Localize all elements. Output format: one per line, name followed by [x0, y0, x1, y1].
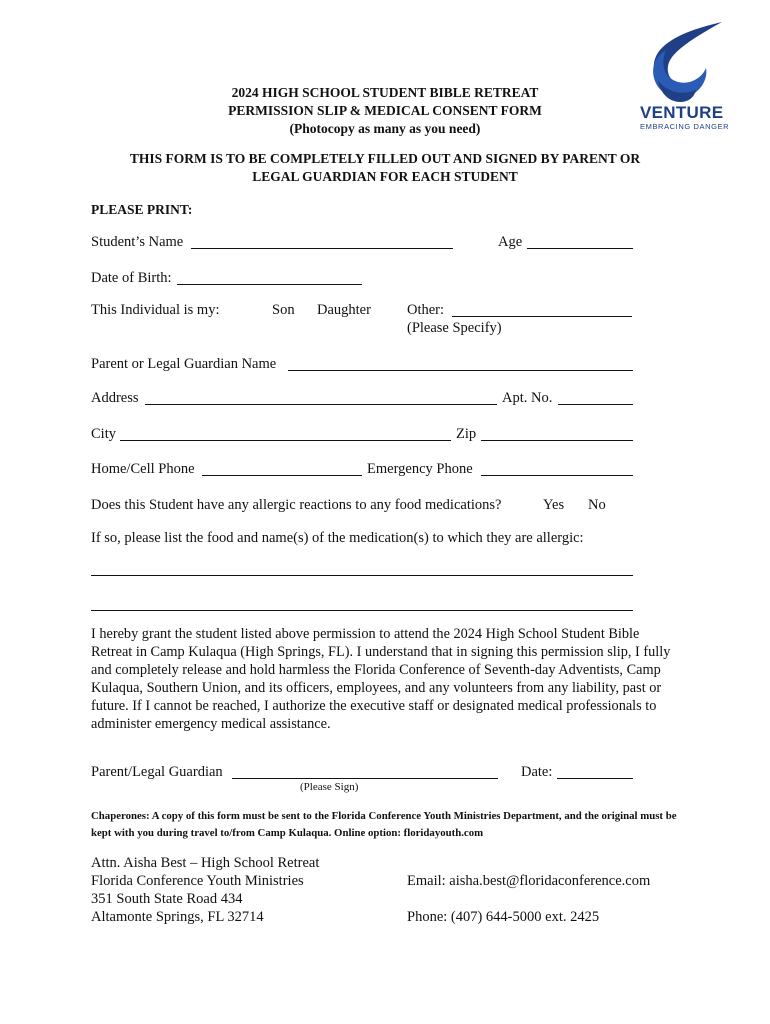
logo-tagline: EMBRACING DANGER: [640, 122, 730, 131]
address-label: Address: [91, 390, 139, 406]
dob-field[interactable]: [177, 284, 362, 285]
consent-paragraph: I hereby grant the student listed above permission to attend the 2024 High School Student Bible Retreat in Camp Kulaqua (High Springs, FL). I understand that in signing this permission slip, I fully and completely release and hold harmless the Florida Conference of Seventh-day Adventists, Camp Kulaqua, Southern Union, and its officers, employees, and any volunteers from any liability, past or future. If I cannot be reached, I authorize the executive staff or designated medical professionals to administer emergency medical assistance.: [91, 626, 671, 732]
apt-label: Apt. No.: [502, 390, 553, 406]
dob-label: Date of Birth:: [91, 270, 172, 286]
contact-attn: Attn. Aisha Best – High School Retreat: [91, 855, 320, 871]
zip-field[interactable]: [481, 440, 633, 441]
other-option-label: Other:: [407, 302, 445, 318]
notice-line2: LEGAL GUARDIAN FOR EACH STUDENT: [252, 169, 518, 184]
emergency-phone-label: Emergency Phone: [367, 461, 473, 477]
emergency-phone-field[interactable]: [481, 475, 633, 476]
zip-label: Zip: [456, 426, 477, 442]
logo-wordmark: VENTURE: [640, 103, 724, 122]
allergy-list-field-1[interactable]: [91, 575, 633, 576]
signature-field[interactable]: [232, 778, 498, 779]
relation-label: This Individual is my:: [91, 302, 220, 318]
other-note: (Please Specify): [407, 320, 502, 336]
allergy-list-prompt: If so, please list the food and name(s) of the medication(s) to which they are allergic:: [91, 530, 584, 546]
contact-org: Florida Conference Youth Ministries: [91, 873, 304, 889]
contact-email: Email: aisha.best@floridaconference.com: [407, 873, 651, 889]
form-title-line2: PERMISSION SLIP & MEDICAL CONSENT FORM: [228, 103, 542, 118]
age-field[interactable]: [527, 248, 633, 249]
allergy-question: Does this Student have any allergic reactions to any food medications?: [91, 497, 502, 513]
contact-city: Altamonte Springs, FL 32714: [91, 909, 264, 925]
allergy-list-field-2[interactable]: [91, 610, 633, 611]
form-title-line3: (Photocopy as many as you need): [289, 121, 481, 136]
allergy-yes-option[interactable]: Yes: [543, 497, 565, 513]
form-title-line1: 2024 HIGH SCHOOL STUDENT BIBLE RETREAT: [231, 85, 539, 100]
other-relation-field[interactable]: [452, 316, 632, 317]
son-option[interactable]: Son: [272, 302, 295, 318]
apt-field[interactable]: [558, 404, 633, 405]
home-phone-field[interactable]: [202, 475, 362, 476]
signature-note: (Please Sign): [300, 781, 359, 793]
city-label: City: [91, 426, 116, 442]
student-name-label: Student’s Name: [91, 234, 184, 250]
age-label: Age: [498, 234, 523, 250]
signature-label: Parent/Legal Guardian: [91, 764, 223, 780]
guardian-name-label: Parent or Legal Guardian Name: [91, 356, 277, 372]
daughter-option[interactable]: Daughter: [317, 302, 371, 318]
please-print-label: PLEASE PRINT:: [91, 202, 193, 217]
chaperones-note: Chaperones: A copy of this form must be sent to the Florida Conference Youth Ministries Department, and the original must be kept with you during travel to/from Camp Kulaqua. Online option: floridayouth.com: [91, 810, 677, 839]
guardian-name-field[interactable]: [288, 370, 633, 371]
student-name-field[interactable]: [191, 248, 453, 249]
city-field[interactable]: [120, 440, 451, 441]
address-field[interactable]: [145, 404, 497, 405]
contact-street: 351 South State Road 434: [91, 891, 243, 907]
home-phone-label: Home/Cell Phone: [91, 461, 195, 477]
allergy-no-option[interactable]: No: [588, 497, 606, 513]
contact-phone: Phone: (407) 644-5000 ext. 2425: [407, 909, 600, 925]
date-label: Date:: [521, 764, 553, 780]
notice-line1: THIS FORM IS TO BE COMPLETELY FILLED OUT AND SIGNED BY PARENT OR: [129, 151, 641, 166]
date-field[interactable]: [557, 778, 633, 779]
